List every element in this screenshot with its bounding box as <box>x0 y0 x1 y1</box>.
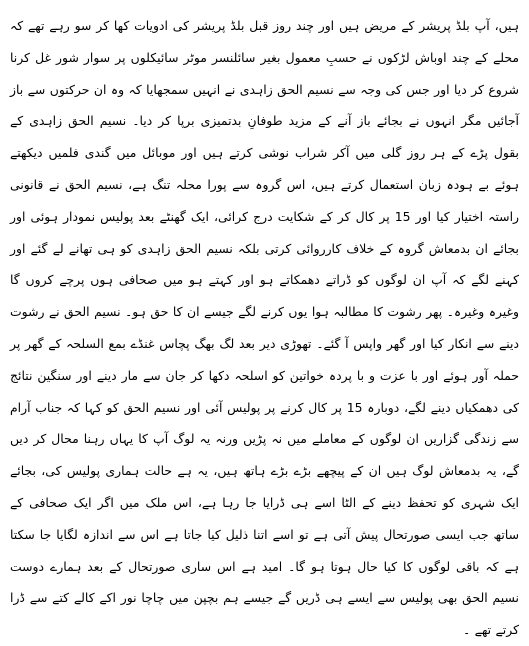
article-paragraph: ہیں، آپ بلڈ پریشر کے مریض ہیں اور چند روز قبل بلڈ پریشر کی ادویات کھا کر سو رہے تھے کہ محلے کے چند اوباش لڑکوں نے حسبِ معمول بغیر سائلنسر موٹر سائیکلوں پر سوار شور غل کرنا شروع کر دیا اور جس کی وجہ سے نسیم الحق زاہدی نے انہیں سمجھایا کہ وہ ان حرکتوں سے باز آجائیں مگر انہوں نے بجائے باز آنے کے مزید طوفانِ بدتمیزی برپا کر دیا۔ نسیم الحق زاہدی کے بقول پڑے کے ہر روز گلی میں آکر شراب نوشی کرتے ہیں اور موبائل میں گندی فلمیں دیکھتے ہوئے بے ہودہ زبان استعمال کرتے ہیں، اس گروہ سے پورا محلہ تنگ ہے، نسیم الحق نے قانونی راستہ اختیار کیا اور 15 پر کال کر کے شکایت درج کرائی، ایک گھنٹے بعد پولیس نمودار ہوئی اور بجائے ان بدمعاش گروہ کے خلاف کارروائی کرتی بلکہ نسیم الحق زاہدی کو ہی تھانے لے گئے اور کہنے لگے کہ آپ ان لوگوں کو ڈراتے دھمکاتے ہو اور کہتے ہو میں صحافی ہوں پرچے کروں گا وغیرہ وغیرہ۔ پھر رشوت کا مطالبہ ہوا یوں کرنے لگے جیسے ان کا حق ہو۔ نسیم الحق نے رشوت دینے سے انکار کیا اور گھر واپس آ گئے۔ تھوڑی دیر بعد لگ بھگ پچاس غنڈے بمع السلحہ کے گھر پر حملہ آور ہوئے اور با عزت و با پردہ خواتین کو اسلحہ دکھا کر جان سے مار دینے اور سنگین نتائج کی دھمکیاں دینے لگے، دوبارہ 15 پر کال کرنے پر پولیس آئی اور نسیم الحق کو کہا کہ جناب آرام سے زندگی گزاریں ان لوگوں کے معاملے میں نہ پڑیں ورنہ یہ لوگ آپ کا یہاں رہنا محال کر دیں گے، یہ بدمعاش لوگ ہیں ان کے پیچھے بڑے بڑے ہاتھ ہیں، یہ ہے حالت ہماری پولیس کی، بجائے ایک شہری کو تحفظ دینے کے الٹا اسے ہی ڈرایا جا رہا ہے، اس ملک میں اگر ایک صحافی کے ساتھ جب ایسی صورتحال پیش آتی ہے تو اسے اتنا ذلیل کیا جاتا ہے اس سے اندازہ لگایا جا سکتا ہے کہ باقی لوگوں کا کیا حال ہوتا ہو گا۔ امید ہے اس ساری صورتحال کے بعد ہمارے دوست نسیم الحق بھی پولیس سے ایسے ہی ڈریں گے جیسے ہم بچپن میں چاچا نور اکے کالے کتے سے ڈرا کرتے تھے ۔ <box>10 18 519 638</box>
